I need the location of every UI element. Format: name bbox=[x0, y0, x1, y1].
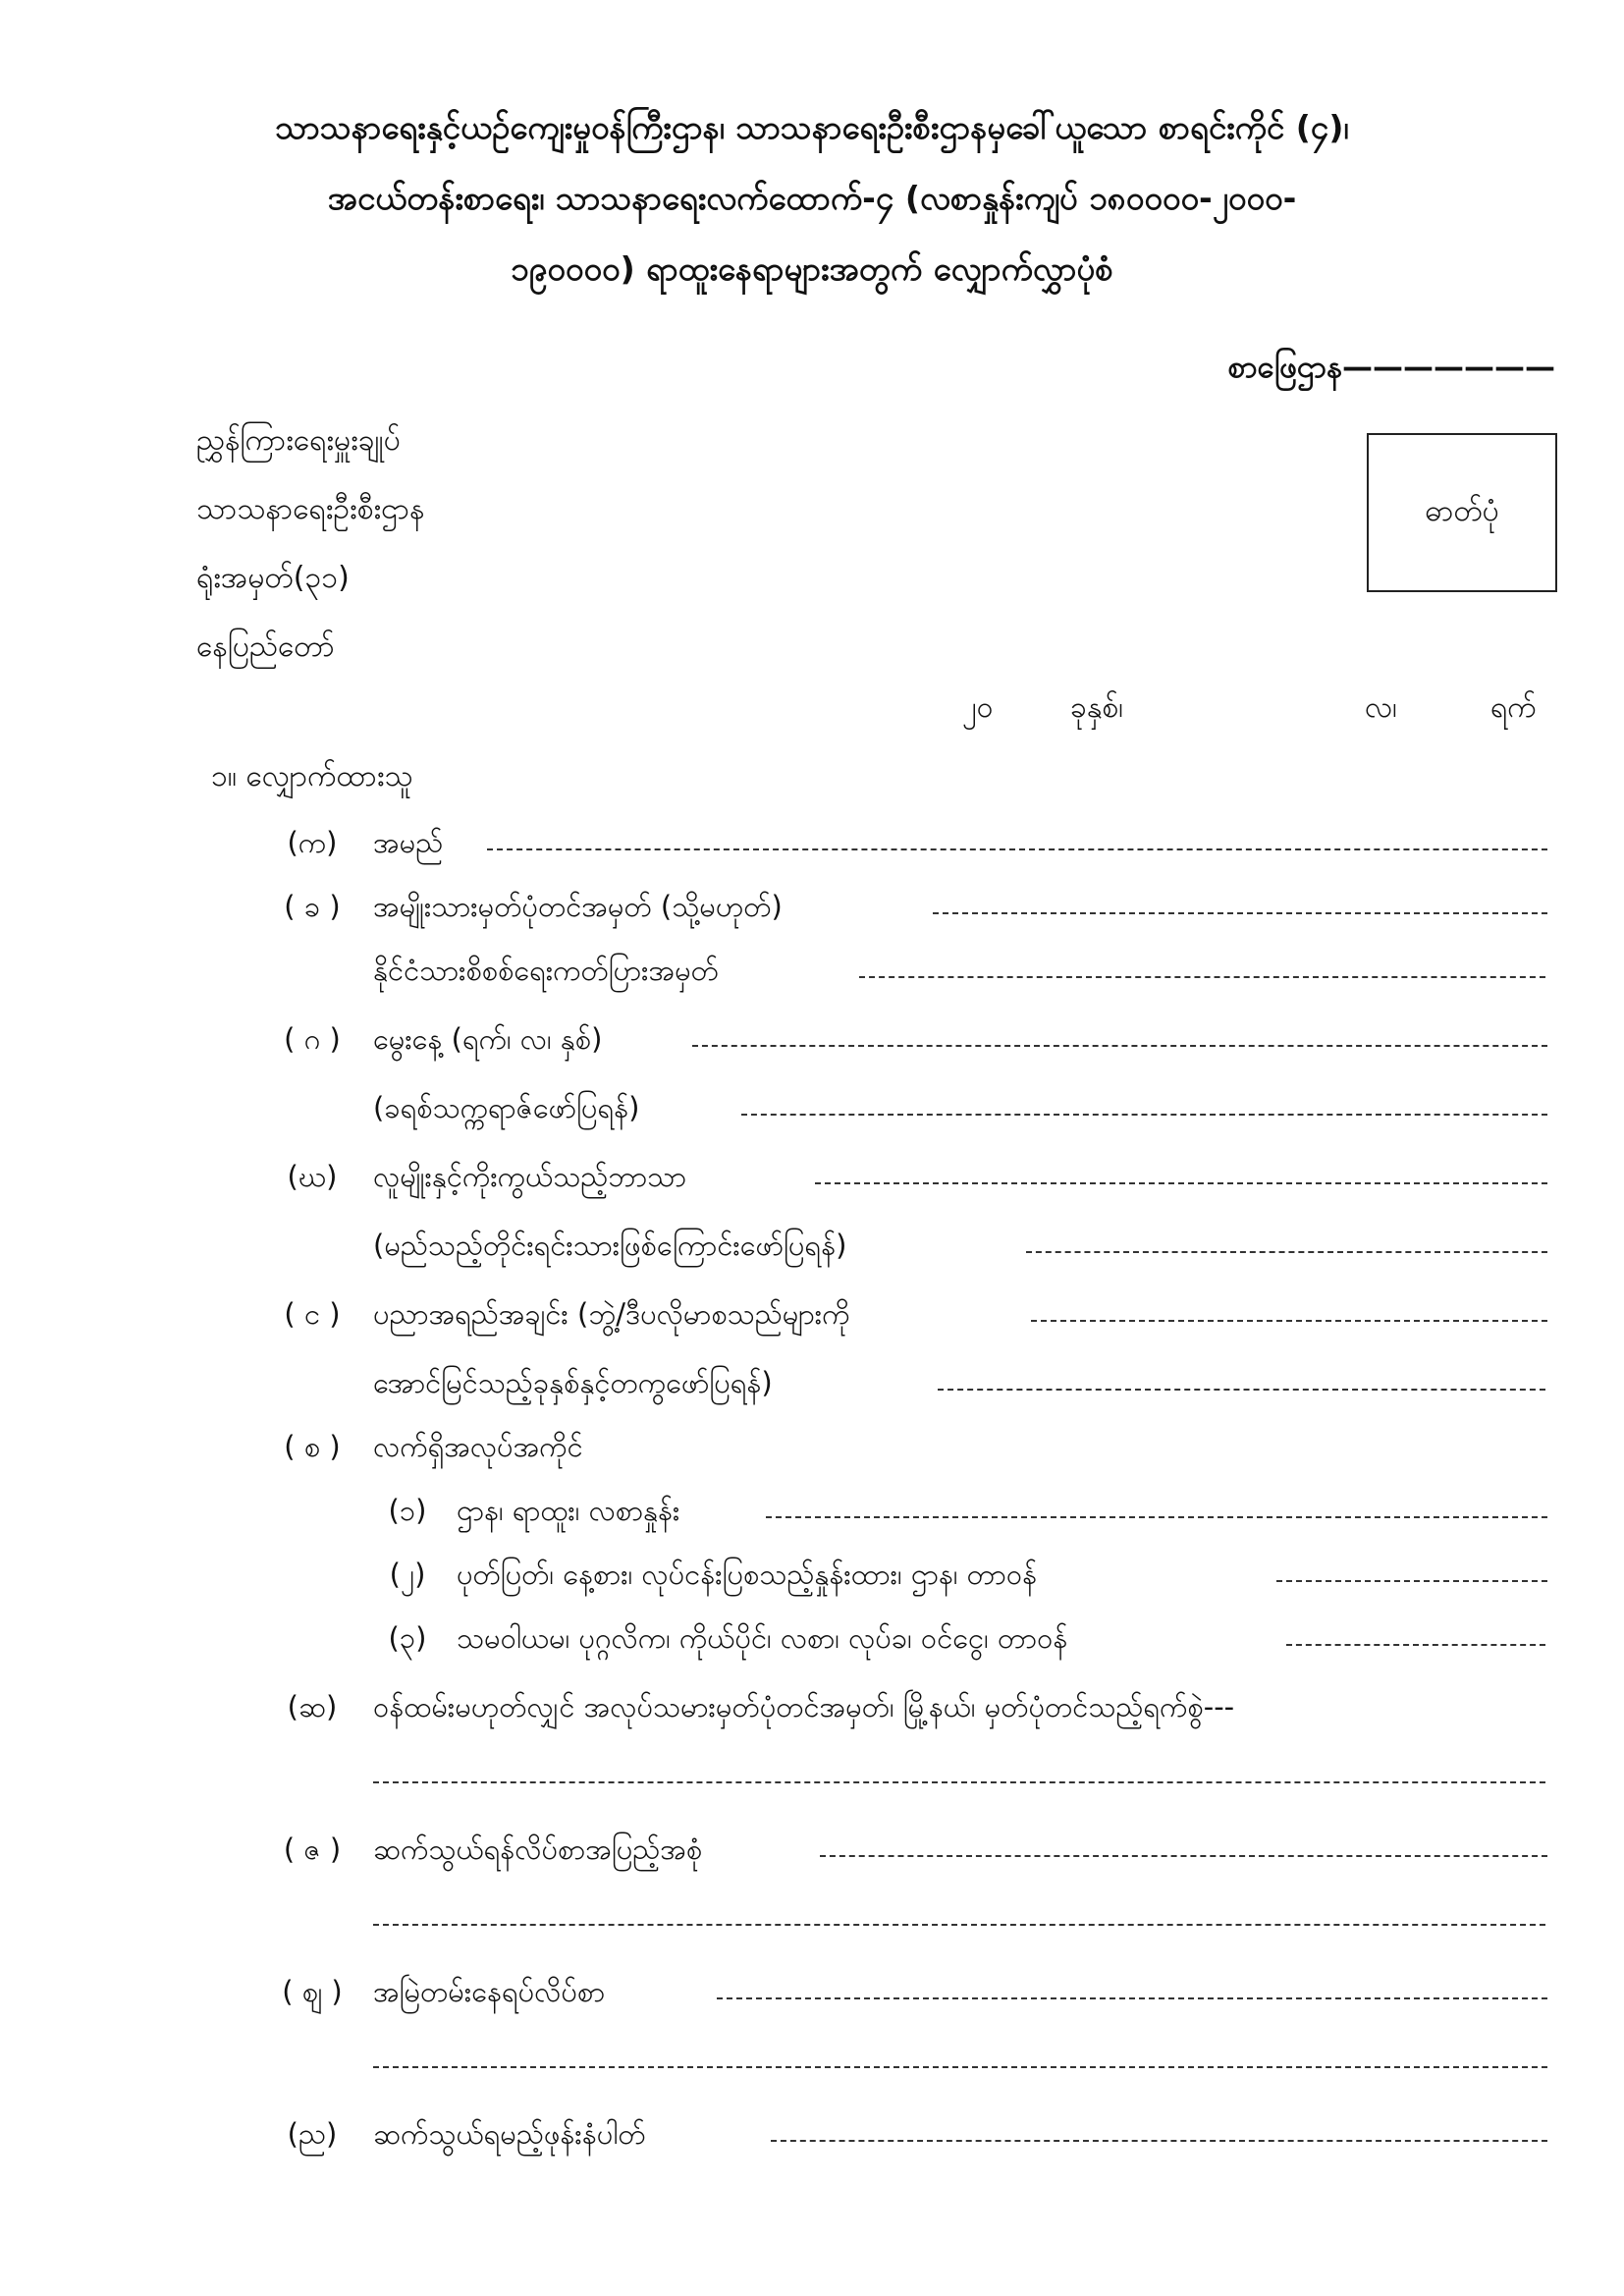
date-year: ၂၀ bbox=[962, 690, 994, 725]
field-label-contact-address: ဆက်သွယ်ရန်လိပ်စာအပြည့်အစုံ bbox=[373, 1832, 703, 1866]
field-row-citizenship-card bbox=[0, 953, 1624, 1002]
contact-address-input-line[interactable] bbox=[820, 1855, 1547, 1857]
field-label-daily-wage: ပုတ်ပြတ်၊ နေ့စား၊ လုပ်ငန်းပြစသည့်နှုန်းထား၊ ဌာန၊ တာဝန် bbox=[457, 1558, 1038, 1591]
section-applicant-heading: ၁။ လျှောက်ထားသူ bbox=[211, 759, 413, 793]
dob-note-input-line[interactable] bbox=[741, 1114, 1547, 1116]
field-label-race-religion: လူမျိုးနှင့်ကိုးကွယ်သည့်ဘာသာ bbox=[373, 1160, 687, 1193]
sub-item-marker: (၁) bbox=[388, 1494, 427, 1527]
date-year-suffix: ခုနှစ်၊ bbox=[1070, 690, 1123, 725]
field-row-employment-sub-1 bbox=[0, 1493, 1624, 1542]
field-label-ethnicity-note: (မည်သည့်တိုင်းရင်းသားဖြစ်ကြောင်းဖော်ပြရန်) bbox=[373, 1229, 847, 1262]
field-label-labour-registration: ဝန်ထမ်းမဟုတ်လျှင် အလုပ်သမားမှတ်ပုံတင်အမှတ်၊ မြို့နယ်၊ မှတ်ပုံတင်သည့်ရက်စွဲ--- bbox=[373, 1690, 1235, 1723]
field-row-nrc bbox=[0, 889, 1624, 938]
field-label-citizenship-card: နိုင်ငံသားစိစစ်ရေးကတ်ပြားအမှတ် bbox=[373, 954, 719, 987]
field-row-labour-registration-line bbox=[0, 1758, 1624, 1807]
field-label-cooperative-private: သမဝါယမ၊ ပုဂ္ဂလိက၊ ကိုယ်ပိုင်၊ လစာ၊ လုပ်ခ၊ ဝင်ငွေ၊ တာဝန် bbox=[457, 1621, 1068, 1655]
ethnicity-note-input-line[interactable] bbox=[1026, 1251, 1547, 1253]
department-position-salary-input-line[interactable] bbox=[766, 1516, 1547, 1518]
date-day: ရက် bbox=[1490, 690, 1537, 725]
field-label-phone: ဆက်သွယ်ရမည့်ဖုန်းနံပါတ် bbox=[373, 2117, 646, 2151]
labour-registration-input-line[interactable] bbox=[373, 1781, 1545, 1783]
field-label-current-employment: လက်ရှိအလုပ်အကိုင် bbox=[373, 1430, 583, 1463]
cooperative-private-input-line[interactable] bbox=[1286, 1644, 1545, 1646]
permanent-address-input-line[interactable] bbox=[717, 1997, 1547, 1999]
field-label-education: ပညာအရည်အချင်း (ဘွဲ့/ဒီပလိုမာစသည်များကို bbox=[373, 1297, 850, 1331]
sub-item-marker: (၂) bbox=[389, 1558, 426, 1591]
item-marker: ( ခ ) bbox=[284, 890, 341, 923]
field-row-dob-note bbox=[0, 1090, 1624, 1139]
field-row-contact-address bbox=[0, 1831, 1624, 1881]
field-row-employment-sub-2 bbox=[0, 1557, 1624, 1606]
education-input-line[interactable] bbox=[1031, 1320, 1547, 1322]
field-row-name bbox=[0, 825, 1624, 874]
field-label-dob: မွေးနေ့ (ရက်၊ လ၊ နှစ်) bbox=[373, 1022, 603, 1056]
permanent-address-input-line-2[interactable] bbox=[373, 2066, 1547, 2068]
item-marker: ( ဂ ) bbox=[284, 1022, 341, 1056]
field-row-labour-registration bbox=[0, 1689, 1624, 1738]
item-marker: (ဆ) bbox=[287, 1690, 338, 1723]
field-row-employment-sub-3 bbox=[0, 1620, 1624, 1669]
field-row-dob bbox=[0, 1021, 1624, 1070]
department-field: စာဖြေဌာန——————— bbox=[1227, 350, 1555, 385]
form-title-line-2: အငယ်တန်းစာရေး၊ သာသနာရေးလက်ထောက်-၄ (လစာနှုန်းကျပ် ၁၈၀၀၀၀-၂၀၀၀- bbox=[327, 179, 1297, 217]
nrc-input-line[interactable] bbox=[933, 912, 1547, 914]
name-input-line[interactable] bbox=[487, 848, 1547, 850]
field-row-education-note bbox=[0, 1365, 1624, 1414]
field-row-contact-address-line bbox=[0, 1900, 1624, 1949]
item-marker: (ည) bbox=[287, 2117, 338, 2151]
race-religion-input-line[interactable] bbox=[815, 1182, 1547, 1184]
item-marker: ( ဈ ) bbox=[282, 1975, 343, 2008]
date-month: လ၊ bbox=[1365, 690, 1397, 725]
education-note-input-line[interactable] bbox=[938, 1389, 1545, 1391]
field-row-permanent-address bbox=[0, 1974, 1624, 2023]
field-label-dob-note: (ခရစ်သက္ကရာဇ်ဖော်ပြရန်) bbox=[373, 1091, 640, 1124]
citizenship-card-input-line[interactable] bbox=[859, 976, 1545, 978]
addressee-line-3: ရုံးအမှတ်(၃၁) bbox=[196, 561, 350, 595]
photo-label: ဓာတ်ပုံ bbox=[1425, 493, 1499, 528]
field-label-name: အမည် bbox=[373, 826, 444, 859]
phone-input-line[interactable] bbox=[771, 2140, 1547, 2142]
field-row-permanent-address-line bbox=[0, 2043, 1624, 2092]
addressee-line-1: ညွှန်ကြားရေးမှူးချုပ် bbox=[196, 423, 401, 458]
field-row-ethnicity-note bbox=[0, 1228, 1624, 1277]
item-marker: ( ဇ ) bbox=[283, 1832, 342, 1866]
dob-input-line[interactable] bbox=[692, 1045, 1547, 1047]
addressee-line-2: သာသနာရေးဦးစီးဌာန bbox=[196, 492, 425, 526]
form-title-line-1: သာသနာရေးနှင့်ယဉ်ကျေးမှုဝန်ကြီးဌာန၊ သာသနာရေးဦးစီးဌာနမှခေါ်ယူသော စာရင်းကိုင် (၄)၊ bbox=[275, 108, 1349, 146]
field-row-race-religion bbox=[0, 1159, 1624, 1208]
item-marker: ( င ) bbox=[284, 1297, 341, 1331]
addressee-line-4: နေပြည်တော် bbox=[196, 629, 335, 664]
daily-wage-input-line[interactable] bbox=[1276, 1580, 1547, 1582]
sub-item-marker: (၃) bbox=[388, 1621, 427, 1655]
form-title-line-3: ၁၉၀၀၀၀) ရာထူးနေရာများအတွက် လျှောက်လွှာပုံစံ bbox=[511, 249, 1113, 288]
item-marker: (က) bbox=[287, 826, 338, 859]
field-row-education bbox=[0, 1296, 1624, 1345]
item-marker: (ဃ) bbox=[287, 1160, 338, 1193]
field-row-current-employment bbox=[0, 1429, 1624, 1478]
field-label-education-note: အောင်မြင်သည့်ခုနှစ်နှင့်တကွဖော်ပြရန်) bbox=[373, 1366, 773, 1399]
field-label-permanent-address: အမြဲတမ်းနေရပ်လိပ်စာ bbox=[373, 1975, 606, 2008]
item-marker: ( စ ) bbox=[284, 1430, 341, 1463]
field-label-nrc: အမျိုးသားမှတ်ပုံတင်အမှတ် (သို့မဟုတ်) bbox=[373, 890, 783, 923]
field-row-phone bbox=[0, 2116, 1624, 2165]
photo-box bbox=[1367, 433, 1557, 592]
field-label-department-position-salary: ဌာန၊ ရာထူး၊ လစာနှုန်း bbox=[457, 1494, 680, 1527]
contact-address-input-line-2[interactable] bbox=[373, 1924, 1545, 1926]
